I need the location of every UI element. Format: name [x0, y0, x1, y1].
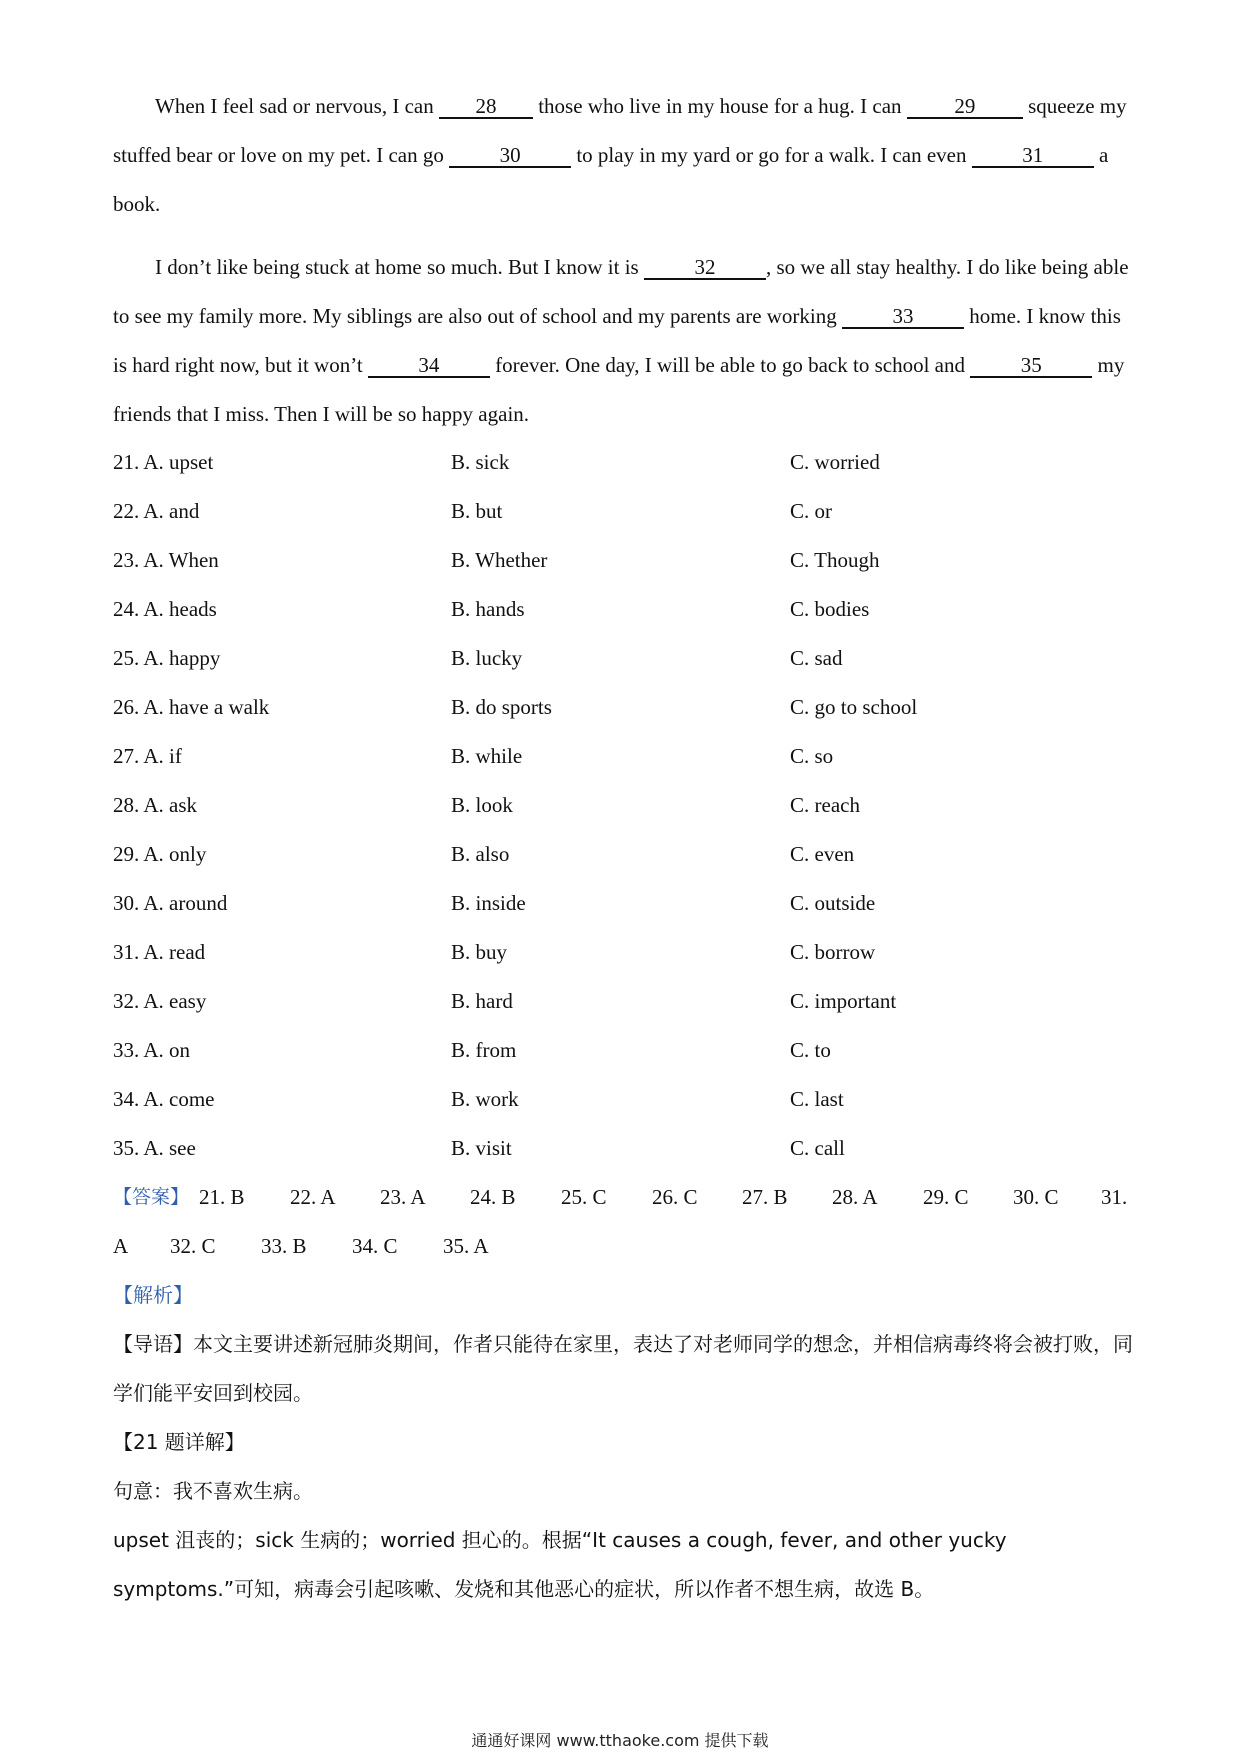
option-a: 33. A. on — [113, 1038, 191, 1062]
answer-item: 24. B — [470, 1185, 516, 1209]
option-c: C. borrow — [790, 940, 876, 964]
blank-31: 31 — [972, 144, 1094, 168]
answer-item: 22. A — [290, 1185, 336, 1209]
option-b: B. look — [451, 793, 513, 817]
option-b: B. Whether — [451, 548, 548, 572]
option-b: B. inside — [451, 891, 526, 915]
option-b: B. also — [451, 842, 510, 866]
passage-paragraph-2 — [113, 243, 1133, 439]
option-c: C. call — [790, 1136, 845, 1160]
option-a: 35. A. see — [113, 1136, 196, 1160]
option-c: C. outside — [790, 891, 876, 915]
option-row — [113, 781, 1133, 830]
answer-line-1 — [113, 1173, 1133, 1222]
option-c: C. bodies — [790, 597, 870, 621]
passage-text: to play in my yard or go for a walk. I can even — [571, 143, 972, 167]
option-b: B. from — [451, 1038, 517, 1062]
passage-text: squeeze my stuffed bear or love on my pet. I can go — [113, 94, 1127, 167]
passage-text: a book. — [113, 143, 1109, 216]
option-row — [113, 830, 1133, 879]
passage-text: forever. One day, I will be able to go back to school and — [489, 353, 971, 377]
answer-item: 26. C — [652, 1185, 698, 1209]
option-a: 23. A. When — [113, 548, 219, 572]
option-row — [113, 536, 1133, 585]
option-row — [113, 1075, 1133, 1124]
option-c: C. to — [790, 1038, 831, 1062]
answer-item: 23. A — [380, 1185, 426, 1209]
passage-text: I don’t like being stuck at home so much. But I know it is — [155, 255, 644, 279]
answer-item: 29. C — [923, 1185, 969, 1209]
passage-text: home. I know this is hard right now, but it won’t — [113, 304, 1121, 377]
option-b: B. but — [451, 499, 503, 523]
page-footer: 通通好课网 www.tthaoke.com 提供下载 — [471, 1731, 769, 1750]
answer-item: 34. C — [352, 1234, 398, 1258]
passage-text: When I feel sad or nervous, I can — [155, 94, 439, 118]
option-b: B. while — [451, 744, 523, 768]
option-c: C. even — [790, 842, 855, 866]
option-c: C. important — [790, 989, 897, 1013]
option-row — [113, 634, 1133, 683]
option-row — [113, 1026, 1133, 1075]
analysis-guide: 【导语】本文主要讲述新冠肺炎期间，作者只能待在家里，表达了对老师同学的想念，并相信病毒终将会被打败，同学们能平安回到校园。 — [113, 1332, 1133, 1405]
answer-item: 31. — [1101, 1185, 1128, 1209]
option-a: 22. A. and — [113, 499, 200, 523]
answer-item: 33. B — [261, 1234, 307, 1258]
blank-34: 34 — [368, 354, 490, 378]
passage-text: my friends that I miss. Then I will be so happy again. — [113, 353, 1125, 426]
answer-item: 28. A — [832, 1185, 878, 1209]
option-a: 24. A. heads — [113, 597, 217, 621]
option-b: B. lucky — [451, 646, 523, 670]
option-b: B. visit — [451, 1136, 512, 1160]
option-a: 31. A. read — [113, 940, 206, 964]
answer-line-2 — [113, 1222, 1133, 1271]
option-a: 21. A. upset — [113, 450, 214, 474]
option-a: 29. A. only — [113, 842, 207, 866]
option-a: 27. A. if — [113, 744, 182, 768]
blank-30: 30 — [449, 144, 571, 168]
answer-item: 27. B — [742, 1185, 788, 1209]
option-row — [113, 585, 1133, 634]
option-row — [113, 438, 1133, 487]
passage-text: those who live in my house for a hug. I can — [532, 94, 907, 118]
option-c: C. worried — [790, 450, 880, 474]
answer-item: 21. B — [199, 1185, 245, 1209]
option-row — [113, 487, 1133, 536]
answer-item: 35. A — [443, 1234, 489, 1258]
q21-title: 【21 题详解】 — [113, 1430, 245, 1454]
option-c: C. reach — [790, 793, 860, 817]
option-a: 26. A. have a walk — [113, 695, 270, 719]
analysis-label: 【解析】 — [113, 1283, 193, 1307]
option-a: 32. A. easy — [113, 989, 207, 1013]
option-c: C. Though — [790, 548, 880, 572]
passage-text: , so we all stay healthy. I do like being able to see my family more. My siblings are also out of school and my parents are working — [113, 255, 1129, 328]
option-row — [113, 928, 1133, 977]
passage-paragraph-1 — [113, 82, 1133, 229]
answer-item: 32. C — [170, 1234, 216, 1258]
option-row — [113, 683, 1133, 732]
option-c: C. last — [790, 1087, 844, 1111]
option-c: C. so — [790, 744, 834, 768]
answer-label: 【答案】 — [113, 1186, 190, 1208]
blank-33: 33 — [842, 305, 964, 329]
option-row — [113, 879, 1133, 928]
option-row — [113, 1124, 1133, 1173]
option-a: 28. A. ask — [113, 793, 197, 817]
option-a: 34. A. come — [113, 1087, 215, 1111]
option-c: C. sad — [790, 646, 843, 670]
answer-item: A — [113, 1234, 129, 1258]
option-c: C. or — [790, 499, 832, 523]
q21-meaning: 句意：我不喜欢生病。 — [113, 1479, 313, 1503]
option-b: B. hands — [451, 597, 525, 621]
blank-35: 35 — [970, 354, 1092, 378]
option-row — [113, 732, 1133, 781]
answer-item: 30. C — [1013, 1185, 1059, 1209]
option-b: B. work — [451, 1087, 519, 1111]
option-b: B. buy — [451, 940, 508, 964]
answer-item: 25. C — [561, 1185, 607, 1209]
option-c: C. go to school — [790, 695, 918, 719]
option-a: 25. A. happy — [113, 646, 221, 670]
blank-29: 29 — [907, 95, 1023, 119]
option-b: B. hard — [451, 989, 513, 1013]
blank-32: 32 — [644, 256, 766, 280]
blank-28: 28 — [439, 95, 533, 119]
option-a: 30. A. around — [113, 891, 228, 915]
option-b: B. sick — [451, 450, 510, 474]
option-b: B. do sports — [451, 695, 552, 719]
q21-detail: upset 沮丧的；sick 生病的；worried 担心的。根据“It causes a cough, fever, and other yucky symptoms.”可知，病毒会引起咳嗽、发烧和其他恶心的症状，所以作者不想生病，故选 B。 — [113, 1528, 1007, 1601]
option-row — [113, 977, 1133, 1026]
